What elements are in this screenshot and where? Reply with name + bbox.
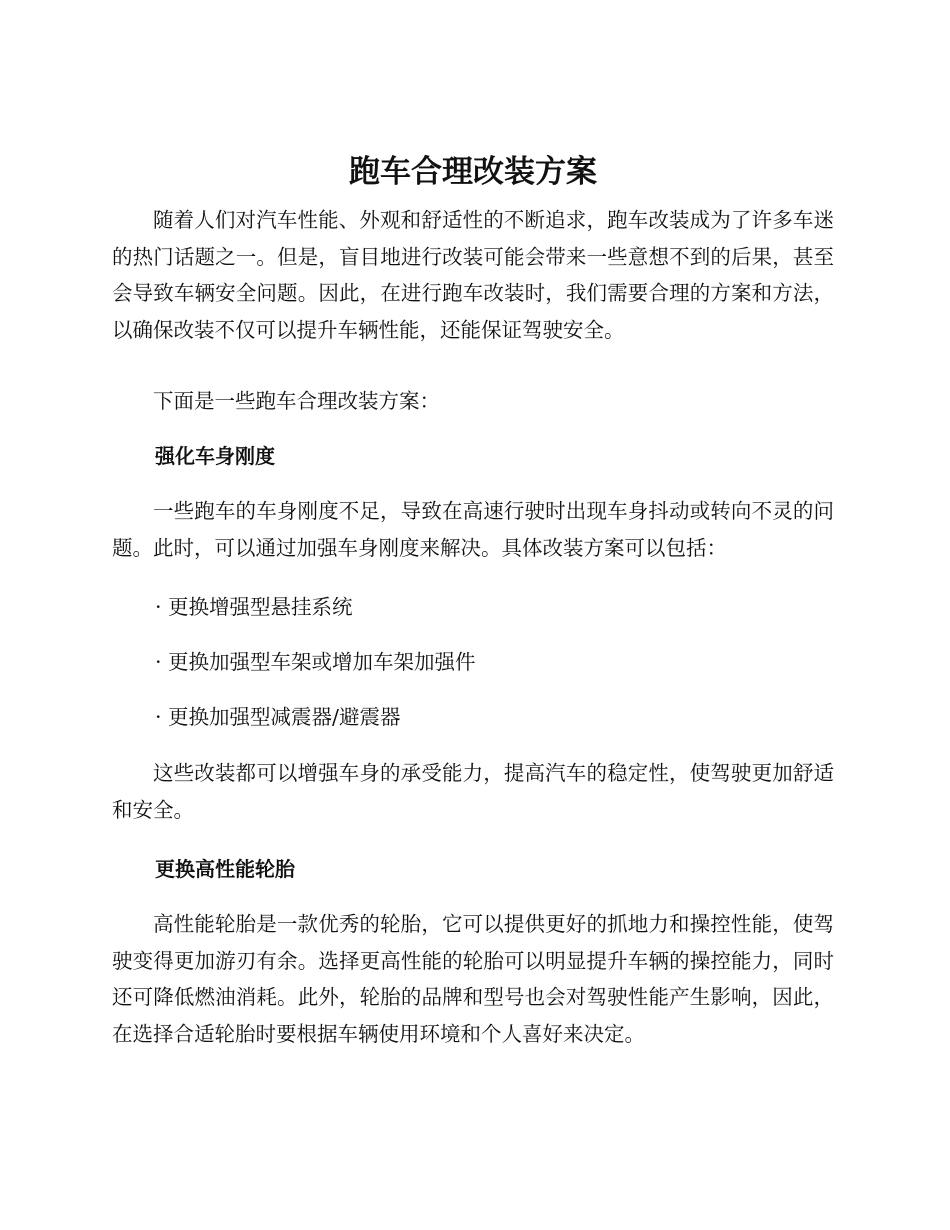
section-paragraph-tires: 高性能轮胎是一款优秀的轮胎，它可以提供更好的抓地力和操控性能，使驾驶变得更加游刃有余。选择更高性能的轮胎可以明显提升车辆的操控能力，同时还可降低燃油消耗。此外，轮胎的品牌和型号也会对驾驶性能产生影响，因此，在选择合适轮胎时要根据车辆使用环境和个人喜好来决定。 — [112, 912, 834, 1046]
section-heading-tires: 更换高性能轮胎 — [155, 857, 295, 881]
section-paragraph-body-rigidity: 一些跑车的车身刚度不足，导致在高速行驶时出现车身抖动或转向不灵的问题。此时，可以通过加强车身刚度来解决。具体改装方案可以包括： — [112, 499, 834, 560]
bullet-item: · 更换加强型减震器/避震器 — [155, 705, 401, 729]
bullet-item: · 更换增强型悬挂系统 — [155, 595, 353, 619]
document-title: 跑车合理改装方案 — [349, 154, 597, 190]
section-closing-body-rigidity: 这些改装都可以增强车身的承受能力，提高汽车的稳定性，使驾驶更加舒适和安全。 — [112, 761, 834, 822]
intro-paragraph: 随着人们对汽车性能、外观和舒适性的不断追求，跑车改装成为了许多车迷的热门话题之一。但是，盲目地进行改装可能会带来一些意想不到的后果，甚至会导致车辆安全问题。因此，在进行跑车改装时，我们需要合理的方案和方法，以确保改装不仅可以提升车辆性能，还能保证驾驶安全。 — [112, 208, 834, 342]
lead-paragraph: 下面是一些跑车合理改装方案： — [153, 389, 440, 413]
bullet-item: · 更换加强型车架或增加车架加强件 — [155, 650, 476, 674]
section-heading-body-rigidity: 强化车身刚度 — [155, 444, 275, 468]
